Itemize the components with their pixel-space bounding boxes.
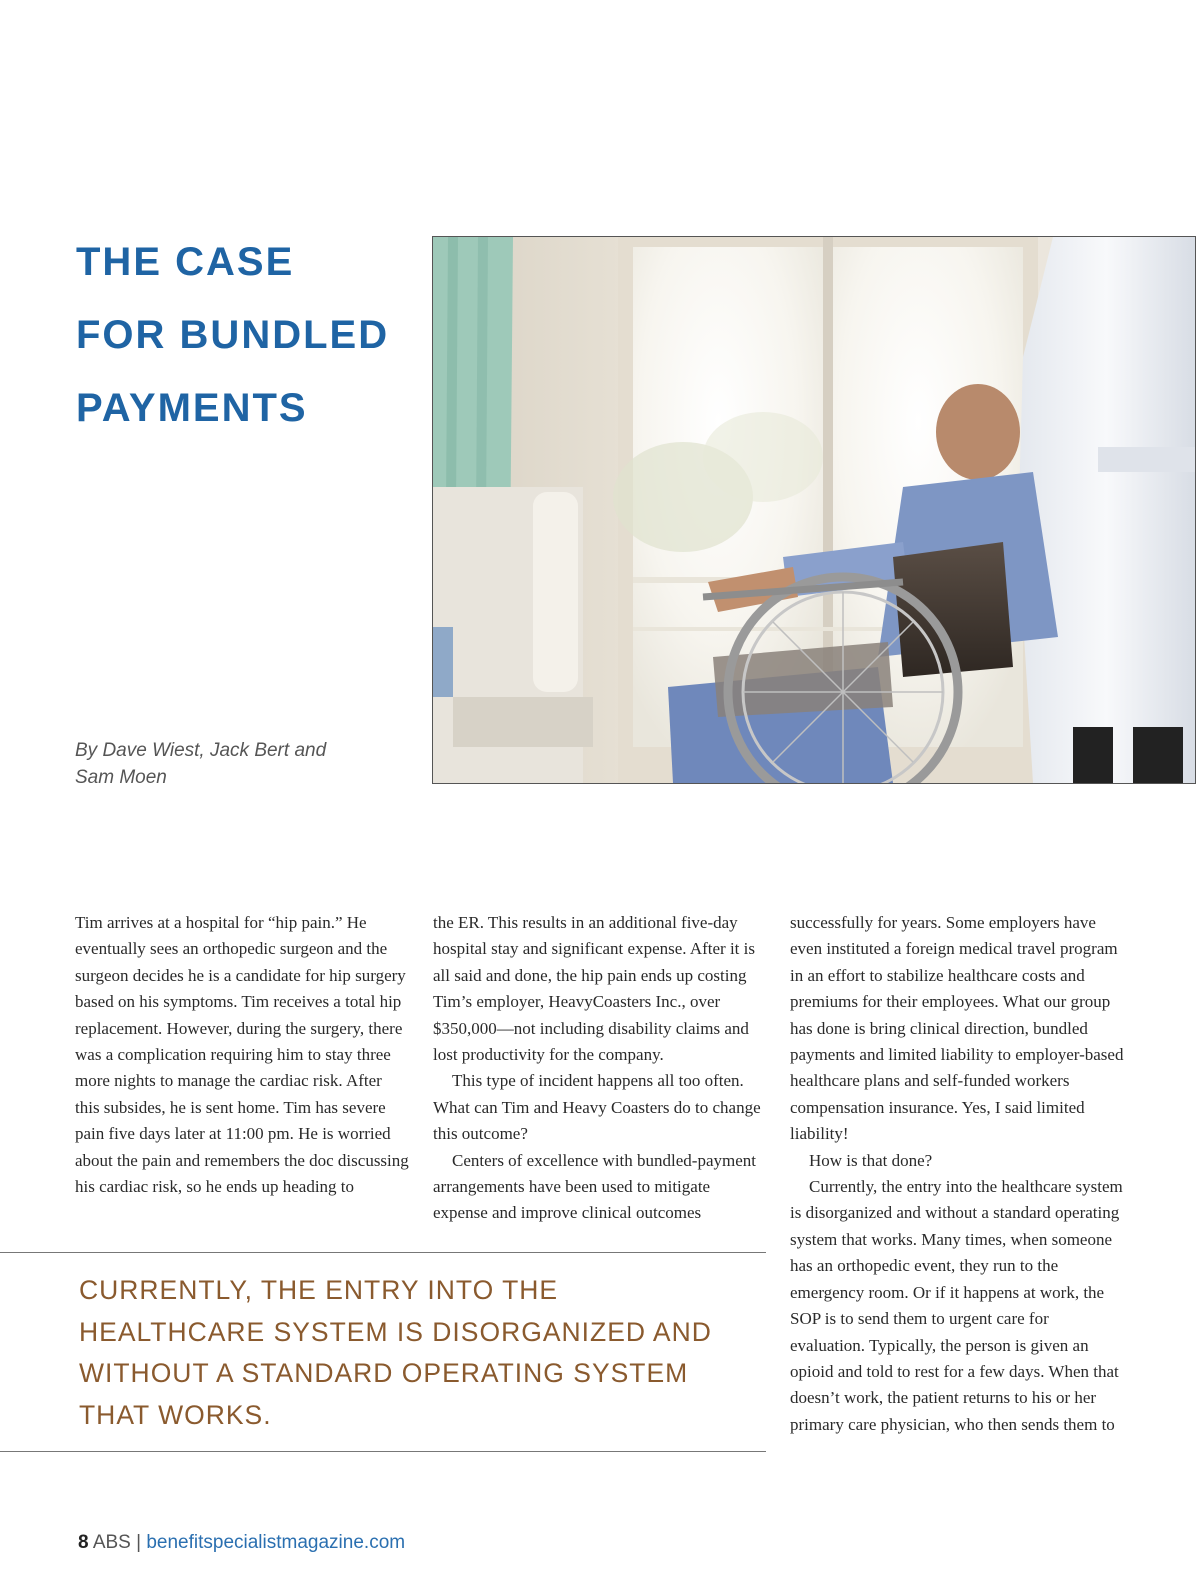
title-line: THE CASE [76, 240, 295, 284]
body-paragraph: How is that done? [809, 1150, 933, 1170]
byline-line: By Dave Wiest, Jack Bert and [75, 740, 327, 761]
pull-quote: CURRENTLY, THE ENTRY INTO THE HEALTHCARE SYSTEM IS DISORGANIZED AND WITHOUT A STANDARD OPERATING SYSTEM THAT WORKS. [79, 1275, 712, 1430]
body-paragraph: This type of incident happens all too often. What can Tim and Heavy Coasters do to change this outcome? [433, 1071, 761, 1144]
column-3 [790, 910, 1125, 1438]
footer-separator: | [136, 1532, 142, 1553]
column-1 [75, 910, 410, 1200]
byline [75, 737, 395, 791]
column-2 [433, 910, 768, 1227]
page-number: 8 [78, 1532, 89, 1553]
body-paragraph: Tim arrives at a hospital for “hip pain.” He eventually sees an orthopedic surgeon and the surgeon decides he is a candidate for hip surgery based on his symptoms. Tim receives a total hip replacement. However, during the surgery, there was a complication requiring him to stay three more nights to manage the cardiac risk. After this subsides, he is sent home. Tim has severe pain five days later at 11:00 pm. He is worried about the pain and remembers the doc discussing his cardiac risk, so he ends up heading to [75, 913, 409, 1197]
publication-name: ABS [92, 1532, 131, 1553]
pull-quote-top-rule [0, 1252, 766, 1253]
photo-illustration [433, 237, 1195, 783]
body-paragraph: Centers of excellence with bundled-payment arrangements have been used to mitigate expense and improve clinical outcomes [433, 1150, 756, 1223]
page-footer [78, 1532, 405, 1554]
article-title [76, 226, 426, 445]
body-paragraph: the ER. This results in an additional five-day hospital stay and significant expense. After it is all said and done, the hip pain ends up costing Tim’s employer, HeavyCoasters Inc., over $350,000—not including disability claims and lost productivity for the company. [433, 913, 755, 1065]
pull-quote-bottom-rule [0, 1451, 766, 1452]
title-line: FOR BUNDLED [76, 313, 390, 357]
byline-line: Sam Moen [75, 767, 167, 788]
body-paragraph: Currently, the entry into the healthcare system is disorganized and without a standard operating system that works. Many times, when someone has an orthopedic event, they run to the emergency room. Or if it happens at work, the SOP is to send them to urgent care for evaluation. Typically, the person is given an opioid and told to rest for a few days. When that doesn’t work, the patient returns to his or her primary care physician, who then sends them to [790, 1177, 1123, 1434]
website-link[interactable]: benefitspecialistmagazine.com [146, 1532, 406, 1553]
title-line: PAYMENTS [76, 386, 308, 430]
hospital-wheelchair-photo [432, 236, 1196, 784]
body-paragraph: successfully for years. Some employers have even instituted a foreign medical travel program in an effort to stabilize healthcare costs and premiums for their employees. What our group has done is bring clinical direction, bundled payments and limited liability to employer-based healthcare plans and self-funded workers compensation insurance. Yes, I said limited liability! [790, 913, 1124, 1144]
